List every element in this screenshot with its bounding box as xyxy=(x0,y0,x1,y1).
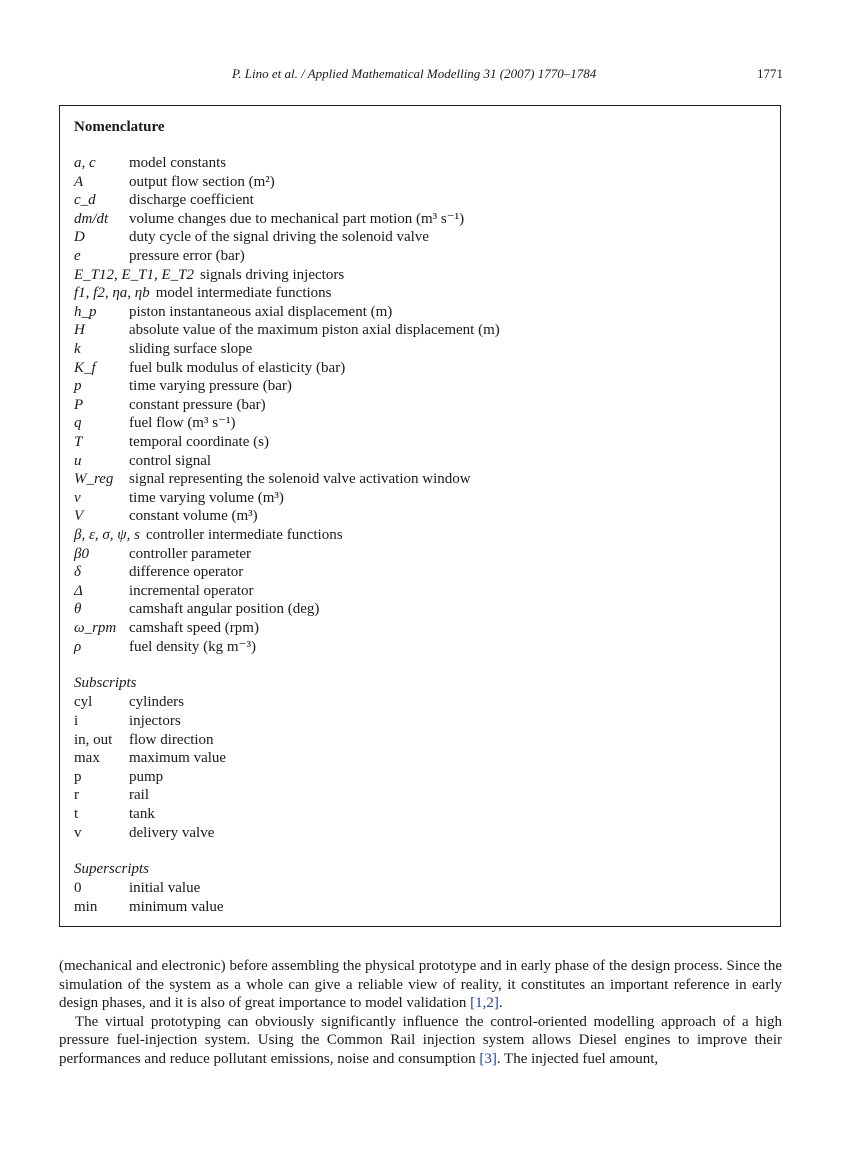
symbol: Δ xyxy=(74,582,83,599)
symbol: h_p xyxy=(74,303,97,320)
symbol: H xyxy=(74,322,85,339)
symbol: ω_rpm xyxy=(74,620,117,636)
page-number: 1771 xyxy=(757,66,783,81)
symbol: β0 xyxy=(74,545,89,562)
paragraph-2 xyxy=(59,1013,782,1069)
nomenclature-row xyxy=(74,526,343,544)
paragraph-2-end: . The injected fuel amount, xyxy=(496,1050,659,1067)
paragraph-1-text: (mechanical and electronic) before assembling the physical prototype and in early phase of the design process. Since the simulation of the system as a whole can give a reliable view of reality, it constitutes an important reference in early design phases, and it is also of great importance to model validation xyxy=(59,958,782,1012)
definition: fuel flow (m³ s⁻¹) xyxy=(129,415,236,432)
definition: incremental operator xyxy=(129,582,254,599)
definition: pump xyxy=(129,768,164,785)
symbol: V xyxy=(74,508,84,525)
symbol: c_d xyxy=(74,192,96,209)
definition: control signal xyxy=(129,452,212,469)
symbol: P xyxy=(74,396,84,413)
definition: discharge coefficient xyxy=(129,192,254,209)
body-text xyxy=(59,957,782,1069)
definition: camshaft angular position (deg) xyxy=(129,601,320,618)
symbol: e xyxy=(74,248,81,264)
citation-link-1-2[interactable]: [1,2] xyxy=(470,995,499,1012)
definition: maximum value xyxy=(129,750,227,767)
symbol: p xyxy=(74,378,82,395)
definition: controller intermediate functions xyxy=(145,527,343,543)
symbol: 0 xyxy=(74,880,82,897)
nomenclature-box xyxy=(59,105,781,927)
definition: camshaft speed (rpm) xyxy=(129,620,259,636)
symbol: A xyxy=(74,173,84,190)
symbol: K_f xyxy=(74,359,96,376)
symbol: u xyxy=(74,452,82,469)
symbol: r xyxy=(74,787,79,804)
definition: constant volume (m³) xyxy=(129,508,258,525)
superscripts-title: Superscripts xyxy=(74,860,149,877)
symbol: dm/dt xyxy=(74,210,109,227)
subscripts-title: Subscripts xyxy=(74,674,137,691)
definition: piston instantaneous axial displacement (m) xyxy=(129,303,393,320)
symbol: q xyxy=(74,415,82,432)
journal-citation: P. Lino et al. / Applied Mathematical Modelling 31 (2007) 1770–1784 xyxy=(232,66,597,81)
symbol: t xyxy=(74,806,79,822)
definition: time varying pressure (bar) xyxy=(129,378,292,395)
definition: minimum value xyxy=(129,899,224,915)
citation-link-3[interactable]: [3] xyxy=(479,1050,497,1067)
definition: volume changes due to mechanical part motion (m³ s⁻¹) xyxy=(129,210,465,227)
definition: model intermediate functions xyxy=(155,285,332,302)
symbol: E_T12, E_T1, E_T2 xyxy=(74,266,195,283)
definition: difference operator xyxy=(129,564,244,581)
symbol: i xyxy=(74,713,79,729)
nomenclature-row xyxy=(74,284,332,302)
symbol: p xyxy=(74,768,82,785)
symbol: max xyxy=(74,750,100,767)
symbol: T xyxy=(74,434,83,450)
definition: pressure error (bar) xyxy=(129,248,245,264)
definition: output flow section (m²) xyxy=(129,173,275,190)
symbol: W_reg xyxy=(74,471,114,488)
definition: signal representing the solenoid valve activation window xyxy=(129,471,471,488)
paragraph-1-end: . xyxy=(498,995,503,1012)
definition: constant pressure (bar) xyxy=(129,396,266,413)
running-head xyxy=(0,66,846,84)
definition: rail xyxy=(129,787,149,804)
symbol: ρ xyxy=(74,638,82,655)
definition: fuel density (kg m⁻³) xyxy=(129,638,256,655)
symbol: δ xyxy=(74,564,81,581)
symbol: k xyxy=(74,341,81,357)
definition: tank xyxy=(129,806,155,822)
definition: duty cycle of the signal driving the solenoid valve xyxy=(129,229,429,246)
definition: sliding surface slope xyxy=(129,341,253,357)
definition: temporal coordinate (s) xyxy=(129,434,269,450)
paragraph-2-text: The virtual prototyping can obviously significantly influence the control-oriented modelling approach of a high pressure fuel-injection system. Using the Common Rail injection system allows Diesel engines to improve their performances and reduce pollutant emissions, noise and consumption xyxy=(59,1013,782,1067)
definition: signals driving injectors xyxy=(200,266,345,283)
definition: fuel bulk modulus of elasticity (bar) xyxy=(129,359,346,376)
symbol: β, ε, σ, ψ, s xyxy=(74,527,140,543)
definition: cylinders xyxy=(129,694,184,711)
nomenclature-title: Nomenclature xyxy=(74,119,165,135)
symbol: a, c xyxy=(74,155,96,171)
definition: absolute value of the maximum piston axial displacement (m) xyxy=(129,322,500,339)
symbol: v xyxy=(74,489,81,506)
definition: flow direction xyxy=(129,731,214,748)
definition: injectors xyxy=(129,713,181,729)
symbol: in, out xyxy=(74,731,113,748)
symbol: cyl xyxy=(74,694,93,711)
definition: controller parameter xyxy=(129,545,252,562)
symbol: min xyxy=(74,899,98,915)
paragraph-1 xyxy=(59,957,782,1013)
definition: delivery valve xyxy=(129,824,215,841)
definition: model constants xyxy=(129,155,227,171)
definition: initial value xyxy=(129,880,201,897)
definition: time varying volume (m³) xyxy=(129,489,284,506)
nomenclature-row xyxy=(74,266,344,284)
symbol: f1, f2, ηa, ηb xyxy=(74,285,150,302)
symbol: θ xyxy=(74,601,82,618)
symbol: v xyxy=(74,824,82,841)
symbol: D xyxy=(74,229,85,246)
